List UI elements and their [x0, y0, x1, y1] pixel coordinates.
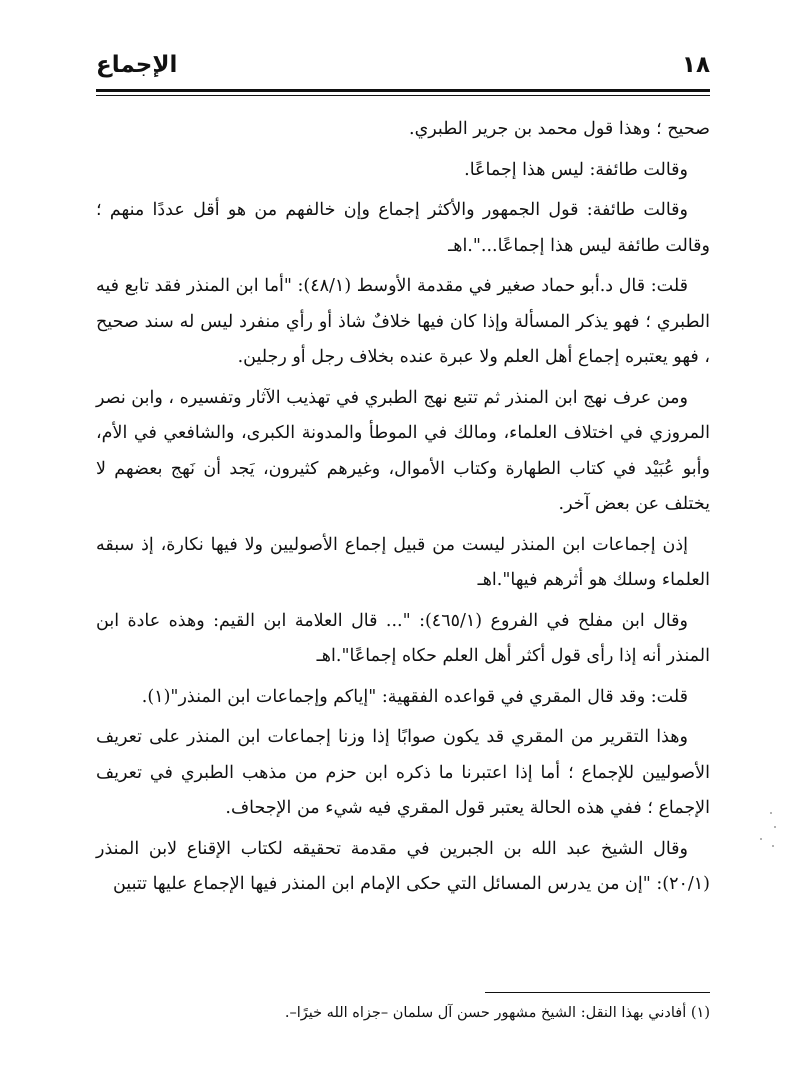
paragraph: ومن عرف نهج ابن المنذر ثم تتبع نهج الطبري في تهذيب الآثار وتفسيره ، وابن نصر المروزي في اختلاف العلماء، ومالك في الموطأ والمدونة الكبرى، والشافعي في الأم، وأبو عُبَيْد في كتاب الطهارة وكتاب الأموال، وغيرهم كثيرون، يَجد أن نَهج بعضهم لا يختلف عن بعض آخر. [96, 387, 710, 514]
footnote-rule [485, 992, 710, 993]
running-title: الإجماع [96, 52, 178, 78]
paragraph: وقالت طائفة: ليس هذا إجماعًا. [464, 159, 688, 180]
paragraph: وهذا التقرير من المقري قد يكون صوابًا إذا وزنا إجماعات ابن المنذر على تعريف الأصوليين للإجماع ؛ أما إذا اعتبرنا ما ذكره ابن حزم من مذهب الطبري في تعريف الإجماع ؛ ففي هذه الحالة يعتبر قول المقري فيه شيء من الإجحاف. [96, 727, 710, 818]
scan-speck [772, 845, 774, 847]
scan-speck [770, 812, 772, 814]
footnote: (١) أفادني بهذا النقل: الشيخ مشهور حسن آل سلمان –جزاه الله خيرًا–. [284, 1005, 710, 1021]
header-rule-thin [96, 95, 710, 96]
scan-speck [774, 826, 776, 828]
body-text [96, 112, 710, 908]
paragraph: وقال الشيخ عبد الله بن الجبرين في مقدمة تحقيقه لكتاب الإقناع لابن المنذر (٢٠/١): "إن من يدرس المسائل التي حكى الإمام ابن المنذر فيها الإجماع عليها تتبين [96, 838, 710, 894]
page-header [96, 50, 710, 90]
paragraph: وقالت طائفة: قول الجمهور والأكثر إجماع وإن خالفهم من هو أقل عددًا منهم ؛ وقالت طائفة ليس هذا إجماعًا...".اهـ [96, 200, 710, 256]
paragraph: صحيح ؛ وهذا قول محمد بن جرير الطبري. [409, 119, 710, 139]
paragraph: قلت: قال د.أبو حماد صغير في مقدمة الأوسط (٤٨/١): "أما ابن المنذر فقد تابع فيه الطبري ؛ فهو يذكر المسألة وإذا كان فيها خلافٌ شاذ أو رأي منفرد ليس له سند صحيح ، فهو يعتبره إجماع أهل العلم ولا عبرة عنده بخلاف رجل أو رجلين. [96, 276, 710, 367]
page-number: ١٨ [681, 52, 710, 78]
header-rule-thick [96, 89, 710, 92]
paragraph: إذن إجماعات ابن المنذر ليست من قبيل إجماع الأصوليين ولا فيها نكارة، إذ سبقه العلماء وسلك هو أثرهم فيها".اهـ [96, 534, 710, 590]
paragraph: وقال ابن مفلح في الفروع (٤٦٥/١): "... قال العلامة ابن القيم: وهذه عادة ابن المنذر أنه إذا رأى قول أكثر أهل العلم حكاه إجماعًا".اهـ [96, 610, 710, 666]
scan-speck [760, 838, 762, 840]
paragraph: قلت: وقد قال المقري في قواعده الفقهية: "إياكم وإجماعات ابن المنذر"(١). [141, 686, 688, 707]
